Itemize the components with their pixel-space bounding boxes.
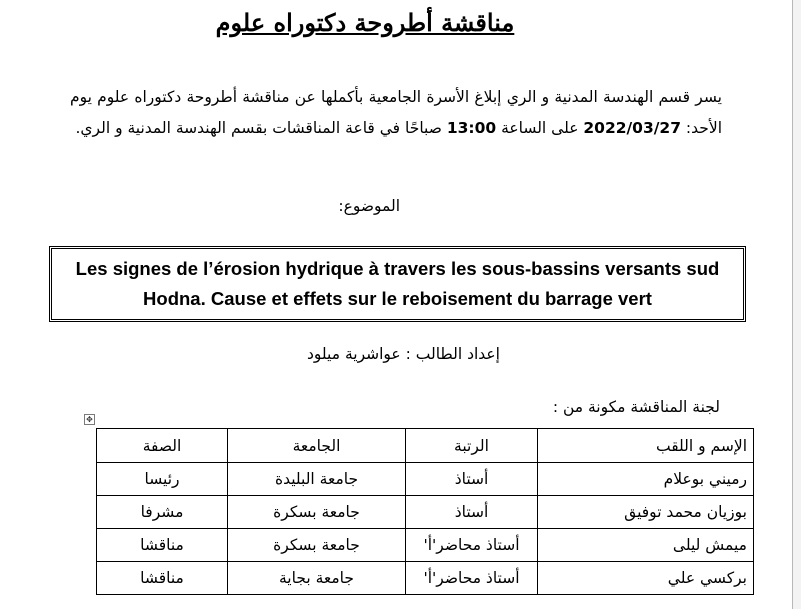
cell-role: مشرفا	[97, 496, 228, 529]
announcement-text-1: يسر قسم الهندسة المدنية و الري إبلاغ الأسرة الجامعية بأكملها عن مناقشة أطروحة دكتوراه علوم يوم الأحد:	[70, 88, 722, 137]
committee-label: لجنة المناقشة مكونة من :	[552, 398, 720, 416]
announcement-date: 2022/03/27	[583, 119, 681, 137]
cell-university: جامعة بجاية	[228, 562, 406, 595]
header-university: الجامعة	[228, 429, 406, 463]
committee-table	[96, 428, 754, 595]
table-row	[97, 529, 754, 562]
subject-label: الموضوع:	[338, 197, 400, 215]
announcement-text-3: صباحًا في قاعة المناقشات بقسم الهندسة المدنية و الري.	[75, 119, 447, 137]
table-row	[97, 463, 754, 496]
cell-name: رميني بوعلام	[538, 463, 754, 496]
prepared-by: إعداد الطالب : عواشرية ميلود	[307, 345, 500, 363]
table-move-handle-icon[interactable]: ✥	[84, 414, 95, 425]
table-header-row	[97, 429, 754, 463]
announcement-time: 13:00	[446, 119, 497, 137]
subject-box	[49, 246, 746, 322]
header-rank: الرتبة	[406, 429, 538, 463]
cell-name: بركسي علي	[538, 562, 754, 595]
cell-role: مناقشا	[97, 562, 228, 595]
cell-rank: أستاذ	[406, 496, 538, 529]
cell-rank: أستاذ محاضر'أ'	[406, 562, 538, 595]
cell-university: جامعة بسكرة	[228, 529, 406, 562]
header-role: الصفة	[97, 429, 228, 463]
cell-name: ميمش ليلى	[538, 529, 754, 562]
document-title: مناقشة أطروحة دكتوراه علوم	[215, 8, 515, 37]
announcement-paragraph	[70, 82, 722, 144]
cell-university: جامعة البليدة	[228, 463, 406, 496]
cell-rank: أستاذ محاضر'أ'	[406, 529, 538, 562]
table-row	[97, 496, 754, 529]
subject-text: Les signes de l’érosion hydrique à travers les sous-bassins versants sud Hodna. Cause et effets sur le reboisement du barrage vert	[75, 258, 720, 309]
cell-role: مناقشا	[97, 529, 228, 562]
announcement-text-2: على الساعة	[496, 119, 584, 137]
cell-role: رئيسا	[97, 463, 228, 496]
cell-rank: أستاذ	[406, 463, 538, 496]
cell-university: جامعة بسكرة	[228, 496, 406, 529]
header-name: الإسم و اللقب	[538, 429, 754, 463]
table-row	[97, 562, 754, 595]
cell-name: بوزيان محمد توفيق	[538, 496, 754, 529]
page-edge-margin	[793, 0, 801, 609]
